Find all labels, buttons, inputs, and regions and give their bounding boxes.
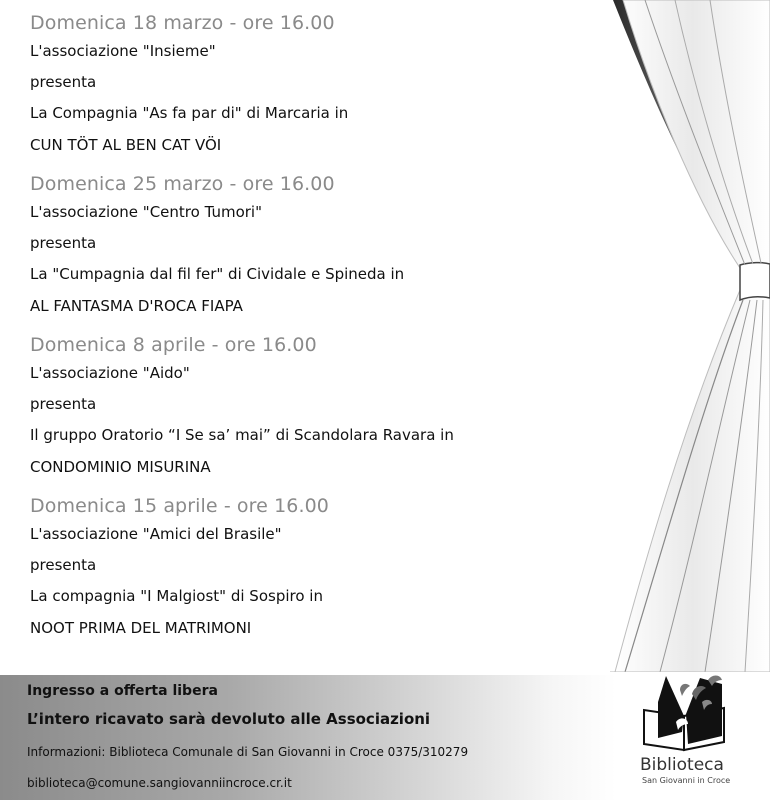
event-item bbox=[30, 10, 610, 162]
event-date: Domenica 18 marzo - ore 16.00 bbox=[30, 12, 335, 34]
event-title: CONDOMINIO MISURINA bbox=[30, 458, 211, 476]
event-date: Domenica 8 aprile - ore 16.00 bbox=[30, 334, 317, 356]
logo-subtitle: San Giovanni in Croce bbox=[642, 776, 731, 785]
event-company: La "Cumpagnia dal fil fer" di Cividale e Spineda in bbox=[30, 265, 405, 283]
event-title: AL FANTASMA D'ROCA FIAPA bbox=[30, 297, 243, 315]
event-presents: presenta bbox=[30, 73, 97, 91]
event-item bbox=[30, 332, 610, 484]
event-title: NOOT PRIMA DEL MATRIMONI bbox=[30, 619, 252, 637]
event-item bbox=[30, 493, 610, 645]
theater-curtain-icon bbox=[605, 0, 770, 672]
event-title: CUN TÖT AL BEN CAT VÖI bbox=[30, 136, 222, 154]
event-association: L'associazione "Insieme" bbox=[30, 42, 216, 60]
event-association: L'associazione "Aido" bbox=[30, 364, 190, 382]
entry-note: Ingresso a offerta libera bbox=[27, 683, 218, 699]
event-association: L'associazione "Centro Tumori" bbox=[30, 203, 262, 221]
event-association: L'associazione "Amici del Brasile" bbox=[30, 525, 282, 543]
logo-name: Biblioteca bbox=[640, 755, 724, 775]
proceeds-note: L’intero ricavato sarà devoluto alle Associazioni bbox=[27, 710, 431, 728]
event-item bbox=[30, 171, 610, 323]
event-list bbox=[30, 10, 610, 654]
info-contact: Informazioni: Biblioteca Comunale di San Giovanni in Croce 0375/310279 bbox=[27, 745, 469, 759]
event-presents: presenta bbox=[30, 556, 97, 574]
event-presents: presenta bbox=[30, 234, 97, 252]
event-date: Domenica 25 marzo - ore 16.00 bbox=[30, 173, 335, 195]
event-company: La compagnia "I Malgiost" di Sospiro in bbox=[30, 587, 323, 605]
event-company: Il gruppo Oratorio “I Se sa’ mai” di Scandolara Ravara in bbox=[30, 426, 454, 444]
email-link[interactable]: biblioteca@comune.sangiovanniincroce.cr.it bbox=[27, 776, 292, 790]
event-presents: presenta bbox=[30, 395, 97, 413]
event-date: Domenica 15 aprile - ore 16.00 bbox=[30, 495, 329, 517]
event-company: La Compagnia "As fa par di" di Marcaria in bbox=[30, 104, 349, 122]
